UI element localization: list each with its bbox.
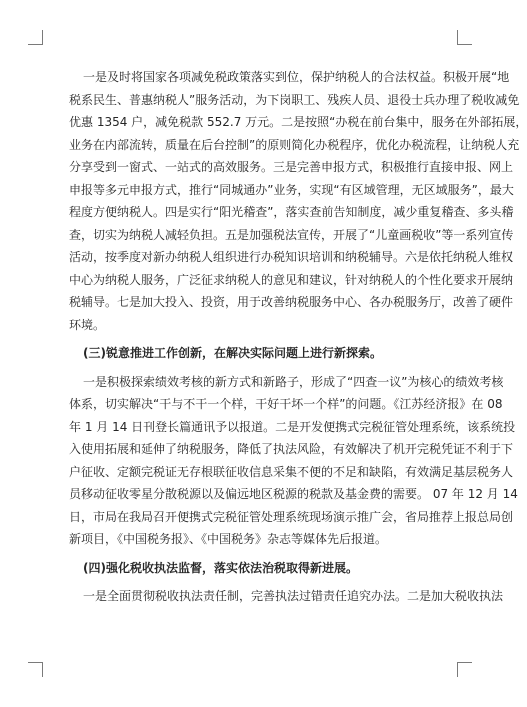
- text-line: (三)锐意推进工作创新，在解决实际问题上进行新探索。: [83, 346, 382, 360]
- text-line: 体系，切实解决“干与不干一个样，干好干坏一个样”的问题。《江苏经济报》在 08: [69, 397, 503, 411]
- paragraph: [69, 585, 504, 608]
- crop-mark-top-right: [457, 30, 472, 45]
- text-line: 一是积极探索绩效考核的新方式和新路子，形成了“四查一议”为核心的绩效考核: [83, 374, 504, 389]
- text-line: 环境。: [69, 317, 106, 332]
- text-line: 员移动征收零星分散税源以及偏远地区税源的税款及基金费的需要。 07 年 12 月 14: [69, 487, 518, 501]
- text-line: 年 1 月 14 日刊登长篇通讯予以报道。二是开发便携式完税征管处理系统，该系统投: [69, 419, 516, 434]
- text-line: 中心为纳税人服务，广泛征求纳税人的意见和建议，针对纳税人的个性化要求开展纳: [69, 272, 514, 287]
- text-line: 税系民生、普惠纳税人”服务活动，为下岗职工、残疾人员、退役士兵办理了税收减免: [69, 92, 520, 107]
- text-line: 户征收、定额完税证无存根联征收信息采集不便的不足和缺陷，有效满足基层税务人: [69, 464, 514, 479]
- text-line: 程度方便纳税人。四是实行“阳光稽查”，落实查前告知制度，减少重复稽查、多头稽: [69, 205, 514, 219]
- text-line: 新项目，《中国税务报》、《中国税务》杂志等媒体先后报道。: [69, 532, 388, 546]
- text-line: 申报等多元申报方式，推行“同城通办”业务，实现“有区域管理，无区域服务”，最大: [69, 182, 514, 197]
- paragraph: [69, 66, 527, 336]
- text-line: 查，切实为纳税人减轻负担。五是加强税法宣传，开展了“儿童画税收”等一系列宣传: [69, 227, 514, 242]
- text-line: 税辅导。七是加大投入、投资，用于改善纳税服务中心、各办税服务厅，改善了硬件: [69, 295, 514, 309]
- section-heading: [69, 342, 431, 365]
- text-line: 业务在内部流转，质量在后台控制”的原则简化办税程序，优化办税流程，让纳税人充: [69, 137, 520, 152]
- paragraph: [69, 371, 518, 551]
- text-line: 一是全面贯彻税收执法责任制，完善执法过错责任追究办法。二是加大税收执法: [83, 589, 504, 603]
- text-line: 一是及时将国家各项减免税政策落实到位，保护纳税人的合法权益。积极开展“地: [83, 70, 510, 84]
- text-line: 优惠 1354 户，减免税款 552.7 万元。二是按照“办税在前台集中，服务在外部拓展，: [69, 115, 527, 129]
- text-line: 活动，按季度对新办纳税人组织进行办税知识培训和纳税辅导。六是依托纳税人维权: [69, 250, 514, 264]
- text-line: 入使用拓展和延伸了纳税服务，降低了执法风险，有效解决了机开完税凭证不利于下: [69, 442, 514, 456]
- text-line: 分享受到一窗式、一站式的高效服务。三是完善申报方式，积极推行直接申报、网上: [69, 160, 514, 174]
- section-heading: [69, 557, 431, 580]
- text-line: 日，市局在我局召开便携式完税征管处理系统现场演示推广会，省局推荐上报总局创: [69, 509, 514, 524]
- crop-mark-bottom-right: [457, 662, 472, 677]
- text-line: (四)强化税收执法监督，落实依法治税取得新进展。: [83, 560, 358, 575]
- crop-mark-top-left: [28, 30, 43, 45]
- crop-mark-bottom-left: [28, 662, 43, 677]
- document-body: [69, 66, 527, 614]
